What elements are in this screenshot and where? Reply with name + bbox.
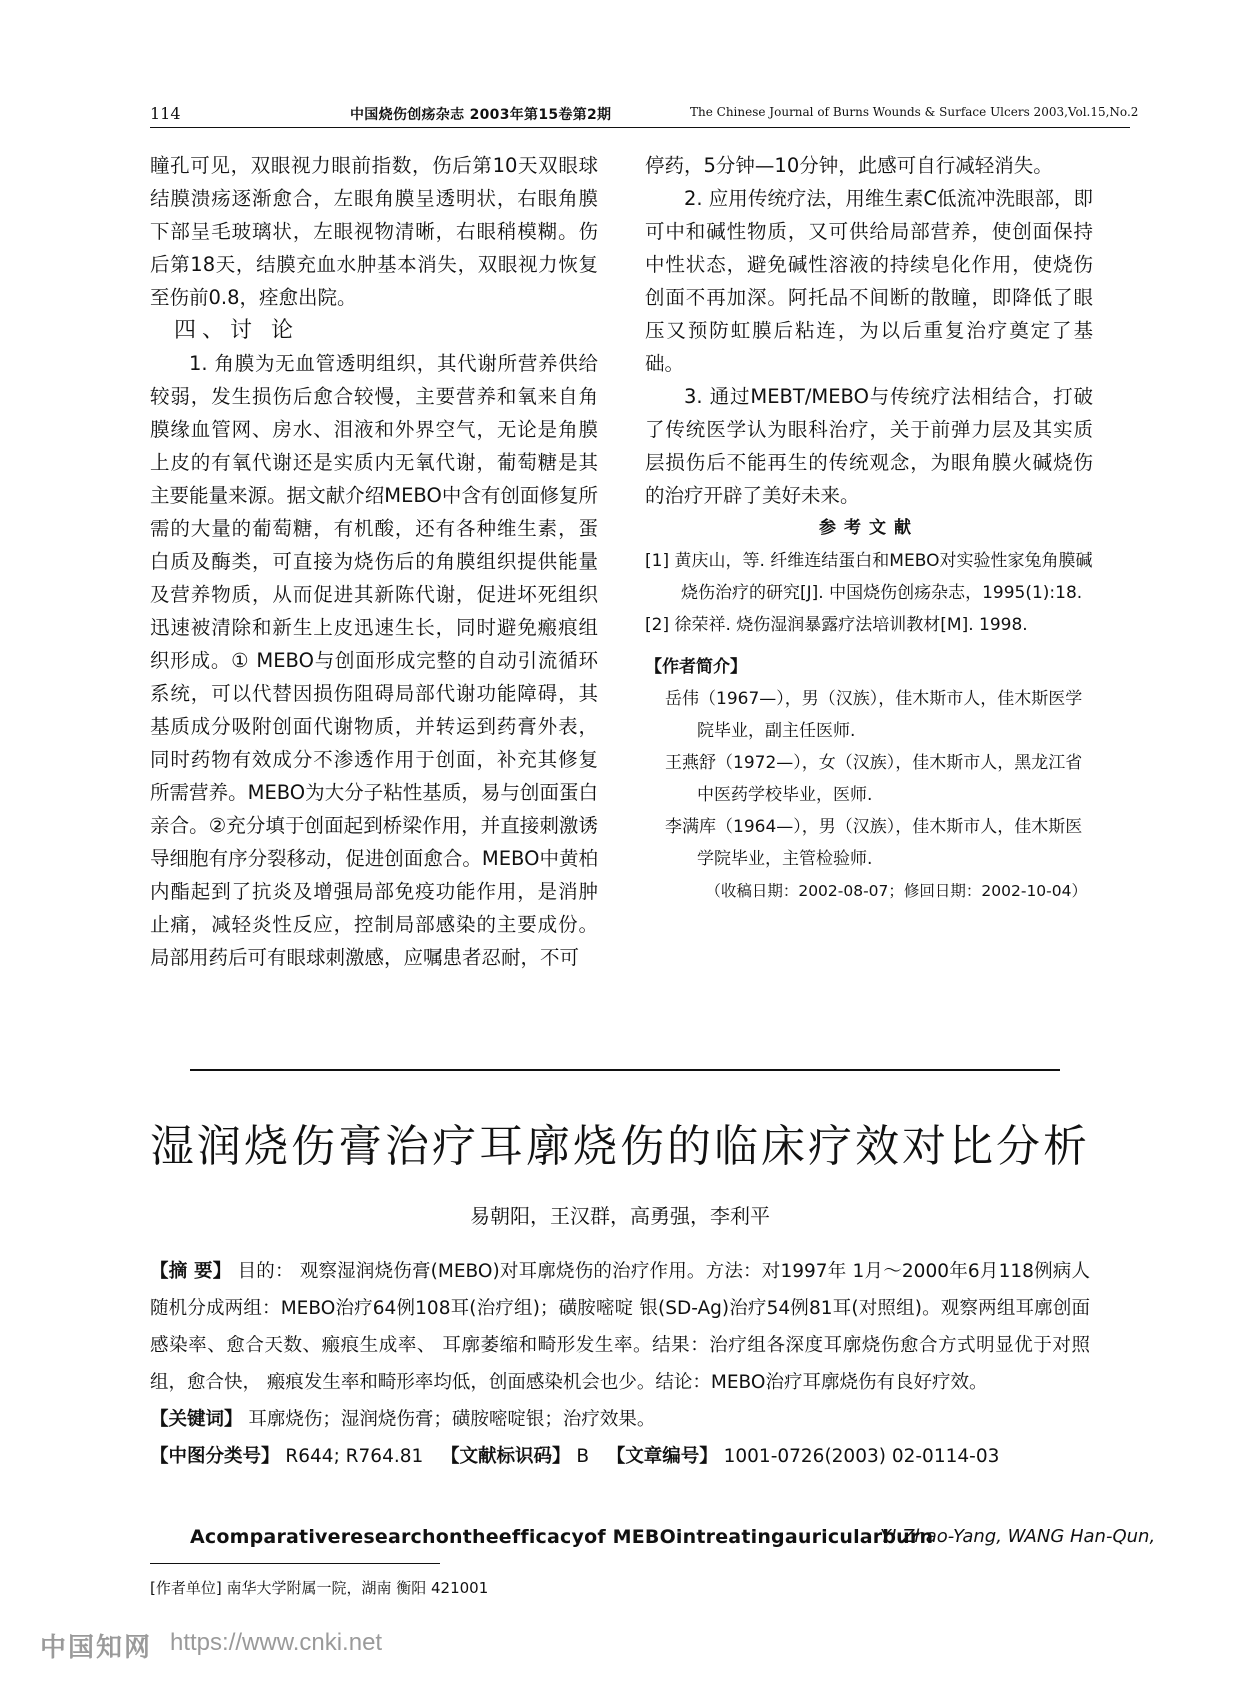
classification-label: 【中图分类号】 <box>150 1446 280 1467</box>
right-column <box>645 149 1093 907</box>
section-title-discussion: 四、讨 论 <box>174 318 299 343</box>
right-paragraph-3: 3. 通过MEBT/MEBO与传统疗法相结合，打破了传统医学认为眼科治疗，关于前弹力层及其实质层损伤后不能再生的传统观念，为眼角膜火碱烧伤的治疗开辟了美好未来。 <box>645 385 1093 507</box>
abstract-label: 【摘 要】 <box>150 1261 232 1282</box>
abstract-text: 目的： 观察湿润烧伤膏(MEBO)对耳廓烧伤的治疗作用。方法：对1997年 1月～2000年6月118例病人随机分成两组：MEBO治疗64例108耳(治疗组)；磺胺嘧啶 银(SD-Ag)治疗54例81耳(对照组)。观察两组耳廓创面感染率、愈合天数、瘢痕生成率、 耳廓萎缩和畸形发生率。结果：治疗组各深度耳廓烧伤愈合方式明显优于对照组，愈合快， 瘢痕发生率和畸形率均低，创面感染机会也少。结论：MEBO治疗耳廓烧伤有良好疗效。 <box>150 1261 1090 1393</box>
author-bio: 李满库（1964—），男（汉族），佳木斯市人，佳木斯医学院毕业，主管检验师. <box>665 817 1083 869</box>
journal-title-en: The Chinese Journal of Burns Wounds & Surface Ulcers 2003,Vol.15,No.2 <box>690 105 1139 119</box>
article-authors: 易朝阳，王汉群，高勇强，李利平 <box>470 1204 770 1228</box>
keywords-line <box>150 1401 1090 1438</box>
abstract-paragraph <box>150 1253 1090 1401</box>
right-paragraph-1: 停药，5分钟—10分钟，此感可自行减轻消失。 <box>645 154 1053 177</box>
article-title: 湿润烧伤膏治疗耳廓烧伤的临床疗效对比分析 <box>150 1121 1090 1172</box>
journal-title-cn: 中国烧伤创疡杂志 2003年第15卷第2期 <box>350 107 612 123</box>
reference-item: [2] 徐荣祥. 烧伤湿润暴露疗法培训教材[M]. 1998. <box>645 615 1028 635</box>
left-paragraph-2: 1. 角膜为无血管透明组织，其代谢所营养供给较弱，发生损伤后愈合较慢，主要营养和氧来自角膜缘血管网、房水、泪液和外界空气，无论是角膜上皮的有氧代谢还是实质内无氧代谢，葡萄糖是其主要能量来源。据文献介绍MEBO中含有创面修复所需的大量的葡萄糖，有机酸，还有各种维生素，蛋白质及酶类，可直接为烧伤后的角膜组织提供能量及营养物质，从而促进其新陈代谢，促进坏死组织迅速被清除和新生上皮迅速生长，同时避免瘢痕组织形成。① MEBO与创面形成完整的自动引流循环系统，可以代替因损伤阻碍局部代谢功能障碍，其基质成分吸附创面代谢物质，并转运到药膏外表，同时药物有效成分不渗透作用于创面，补充其修复所需营养。MEBO为大分子粘性基质，易与创面蛋白亲合。②充分填于创面起到桥梁作用，并直接刺激诱导细胞有序分裂移动，促进创面愈合。MEBO中黄柏内酯起到了抗炎及增强局部免疫功能作用，是消肿止痛，减轻炎性反应，控制局部感染的主要成份。局部用药后可有眼球刺激感，应嘱患者忍耐，不可 <box>150 352 598 969</box>
doc-code-label: 【文献标识码】 <box>440 1446 571 1467</box>
cnki-url-link[interactable]: https://www.cnki.net <box>170 1629 383 1656</box>
header-rule <box>150 127 1130 128</box>
keywords-text: 耳廓烧伤；湿润烧伤膏；磺胺嘧啶银；治疗效果。 <box>248 1409 656 1430</box>
reference-item: [1] 黄庆山，等. 纤维连结蛋白和MEBO对实验性家兔角膜碱烧伤治疗的研究[J]. 中国烧伤创疡杂志，1995(1):18. <box>645 551 1093 603</box>
author-bio-heading: 【作者简介】 <box>645 657 747 677</box>
author-bio: 岳伟（1967—），男（汉族），佳木斯市人，佳木斯医学院毕业，副主任医师. <box>665 689 1083 741</box>
right-paragraph-2: 2. 应用传统疗法，用维生素C低流冲洗眼部，即可中和碱性物质，又可供给局部营养，使创面保持中性状态，避免碱性溶液的持续皂化作用，使烧伤创面不再加深。阿托品不间断的散瞳，即降低了眼压又预防虹膜后粘连，为以后重复治疗奠定了基础。 <box>645 187 1093 375</box>
keywords-label: 【关键词】 <box>150 1409 243 1430</box>
classification-value: R644; R764.81 <box>285 1446 424 1467</box>
english-authors: YI Zhao-Yang, WANG Han-Qun, <box>880 1526 1156 1547</box>
article-number-value: 1001-0726(2003) 02-0114-03 <box>723 1446 1000 1467</box>
article-separator <box>190 1069 1060 1071</box>
references-heading: 参考文献 <box>819 518 919 538</box>
article-number-label: 【文章编号】 <box>606 1446 718 1467</box>
footnote-rule <box>150 1563 440 1564</box>
abstract-block <box>150 1253 1090 1475</box>
doc-code-value: B <box>576 1446 590 1467</box>
spacer <box>645 641 1093 651</box>
left-paragraph-1: 瞳孔可见，双眼视力眼前指数，伤后第10天双眼球结膜溃疡逐渐愈合，左眼角膜呈透明状，右眼角膜下部呈毛玻璃状，左眼视物清晰，右眼稍模糊。伤后第18天，结膜充血水肿基本消失，双眼视力恢复至伤前0.8，痊愈出院。 <box>150 154 598 309</box>
page-number: 114 <box>150 104 181 123</box>
received-dates: （收稿日期：2002-08-07；修回日期：2002-10-04） <box>705 882 1087 900</box>
author-affiliation: [作者单位] 南华大学附属一院，湖南 衡阳 421001 <box>150 1579 489 1597</box>
cnki-logo: 中国知网 <box>40 1633 153 1663</box>
english-title: Acomparativeresearchontheefficacyof MEBOintreatingauricularburn <box>190 1526 934 1548</box>
classification-line <box>150 1438 1090 1475</box>
left-column <box>150 149 598 974</box>
author-bio: 王燕舒（1972—），女（汉族），佳木斯市人，黑龙江省中医药学校毕业，医师. <box>665 753 1083 805</box>
